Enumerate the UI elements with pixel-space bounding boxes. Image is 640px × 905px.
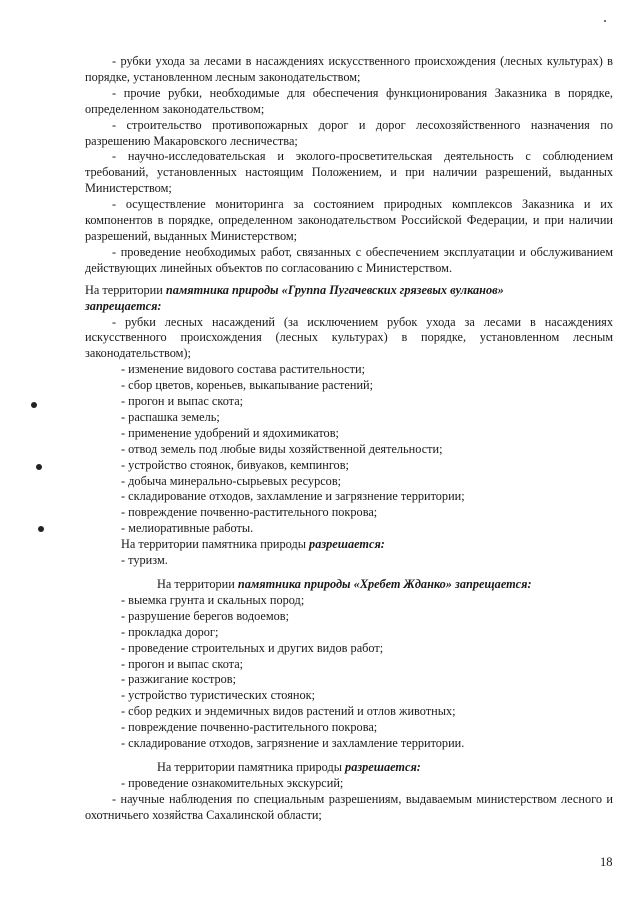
section2-allowed-item-2: - научные наблюдения по специальным разрешениям, выдаваемым министерством лесного и охотничьего хозяйства Сахалинской области; xyxy=(85,791,613,822)
binder-hole-mark xyxy=(36,464,42,470)
section2-allowed-item-1: - проведение ознакомительных экскурсий; xyxy=(121,775,344,790)
section1-item-1: - изменение видового состава растительности; xyxy=(121,362,366,377)
section1-allowed-verb: разрешается: xyxy=(309,537,385,552)
intro-item-4: - научно-исследовательская и эколого-просветительская деятельность с соблюдением требований, установленных настоящим Положением, и при наличии разрешений, выданных Министерством; xyxy=(85,149,613,196)
binder-hole-mark xyxy=(38,526,44,532)
section2-item-3: - прокладка дорог; xyxy=(121,624,219,639)
page-number: 18 xyxy=(600,855,613,869)
section1-name: памятника природы «Группа Пугачевских грязевых вулканов» xyxy=(165,282,504,297)
section2-item-8: - сбор редких и эндемичных видов растений и отлов животных; xyxy=(121,704,456,719)
section1-item-9: - складирование отходов, захламление и загрязнение территории; xyxy=(121,489,465,504)
section1-item-2: - сбор цветов, кореньев, выкапывание растений; xyxy=(121,378,374,393)
section2-item-5: - прогон и выпас скота; xyxy=(121,656,244,671)
section1-item-11: - мелиоративные работы. xyxy=(121,521,254,536)
section1-lead: На территории xyxy=(85,282,166,297)
section2-item-7: - устройство туристических стоянок; xyxy=(121,688,316,703)
intro-item-2: - прочие рубки, необходимые для обеспечения функционирования Заказника в порядке, определенном законодательством; xyxy=(85,85,613,116)
section2-item-2: - разрушение берегов водоемов; xyxy=(121,608,289,623)
section2-item-4: - проведение строительных и других видов работ; xyxy=(121,640,384,655)
section1-heading xyxy=(85,283,613,315)
section1-first-item: - рубки лесных насаждений (за исключением рубок ухода за лесами в насаждениях искусственного происхождения (лесных культурах) в порядке, установленном лесным законодательством); xyxy=(85,314,613,361)
section1-item-10: - повреждение почвенно-растительного покрова; xyxy=(121,505,378,520)
section1-item-4: - распашка земель; xyxy=(121,409,220,424)
section1-item-5: - применение удобрений и ядохимикатов; xyxy=(121,425,339,440)
intro-item-6: - проведение необходимых работ, связанных с обеспечением эксплуатации и обслуживанием действующих линейных объектов по согласованию с Министерством. xyxy=(85,244,613,275)
section1-allowed-heading xyxy=(85,537,613,553)
section1-item-3: - прогон и выпас скота; xyxy=(121,394,244,409)
section2-name: памятника природы «Хребет Жданко» запрещается: xyxy=(237,577,532,591)
intro-item-1: - рубки ухода за лесами в насаждениях искусственного происхождения (лесных культурах) в порядке, установленном лесным законодательством; xyxy=(85,54,613,84)
section2-allowed-heading xyxy=(85,760,613,776)
section1-allowed-lead: На территории памятника природы xyxy=(121,537,310,552)
section1-item-8: - добыча минерально-сырьевых ресурсов; xyxy=(121,473,342,488)
section1-verb: запрещается: xyxy=(85,298,162,313)
section2-allowed-verb: разрешается: xyxy=(345,759,421,774)
section2-item-6: - разжигание костров; xyxy=(121,672,236,687)
section2-item-10: - складирование отходов, загрязнение и захламление территории. xyxy=(121,736,465,751)
scan-speck xyxy=(604,20,606,22)
intro-item-3: - строительство противопожарных дорог и дорог лесохозяйственного назначения по разрешению Макаровского лесничества; xyxy=(85,117,613,148)
section2-item-9: - повреждение почвенно-растительного покрова; xyxy=(121,720,378,735)
section2-item-1: - выемка грунта и скальных пород; xyxy=(121,592,305,607)
section1-item-7: - устройство стоянок, бивуаков, кемпингов; xyxy=(121,457,349,472)
section1-allowed-item-1: - туризм. xyxy=(121,553,168,568)
section2-heading xyxy=(85,577,613,593)
intro-item-5: - осуществление мониторинга за состоянием природных комплексов Заказника и их компонентов в порядке, определенном законодательством Российской Федерации, и при наличии разрешений, выданных Министерством; xyxy=(85,197,613,243)
section2-lead: На территории xyxy=(157,577,238,591)
document-body xyxy=(85,54,613,824)
section2-allowed-lead: На территории памятника природы xyxy=(157,759,346,774)
section1-item-6: - отвод земель под любые виды хозяйственной деятельности; xyxy=(121,441,443,456)
binder-hole-mark xyxy=(31,402,37,408)
